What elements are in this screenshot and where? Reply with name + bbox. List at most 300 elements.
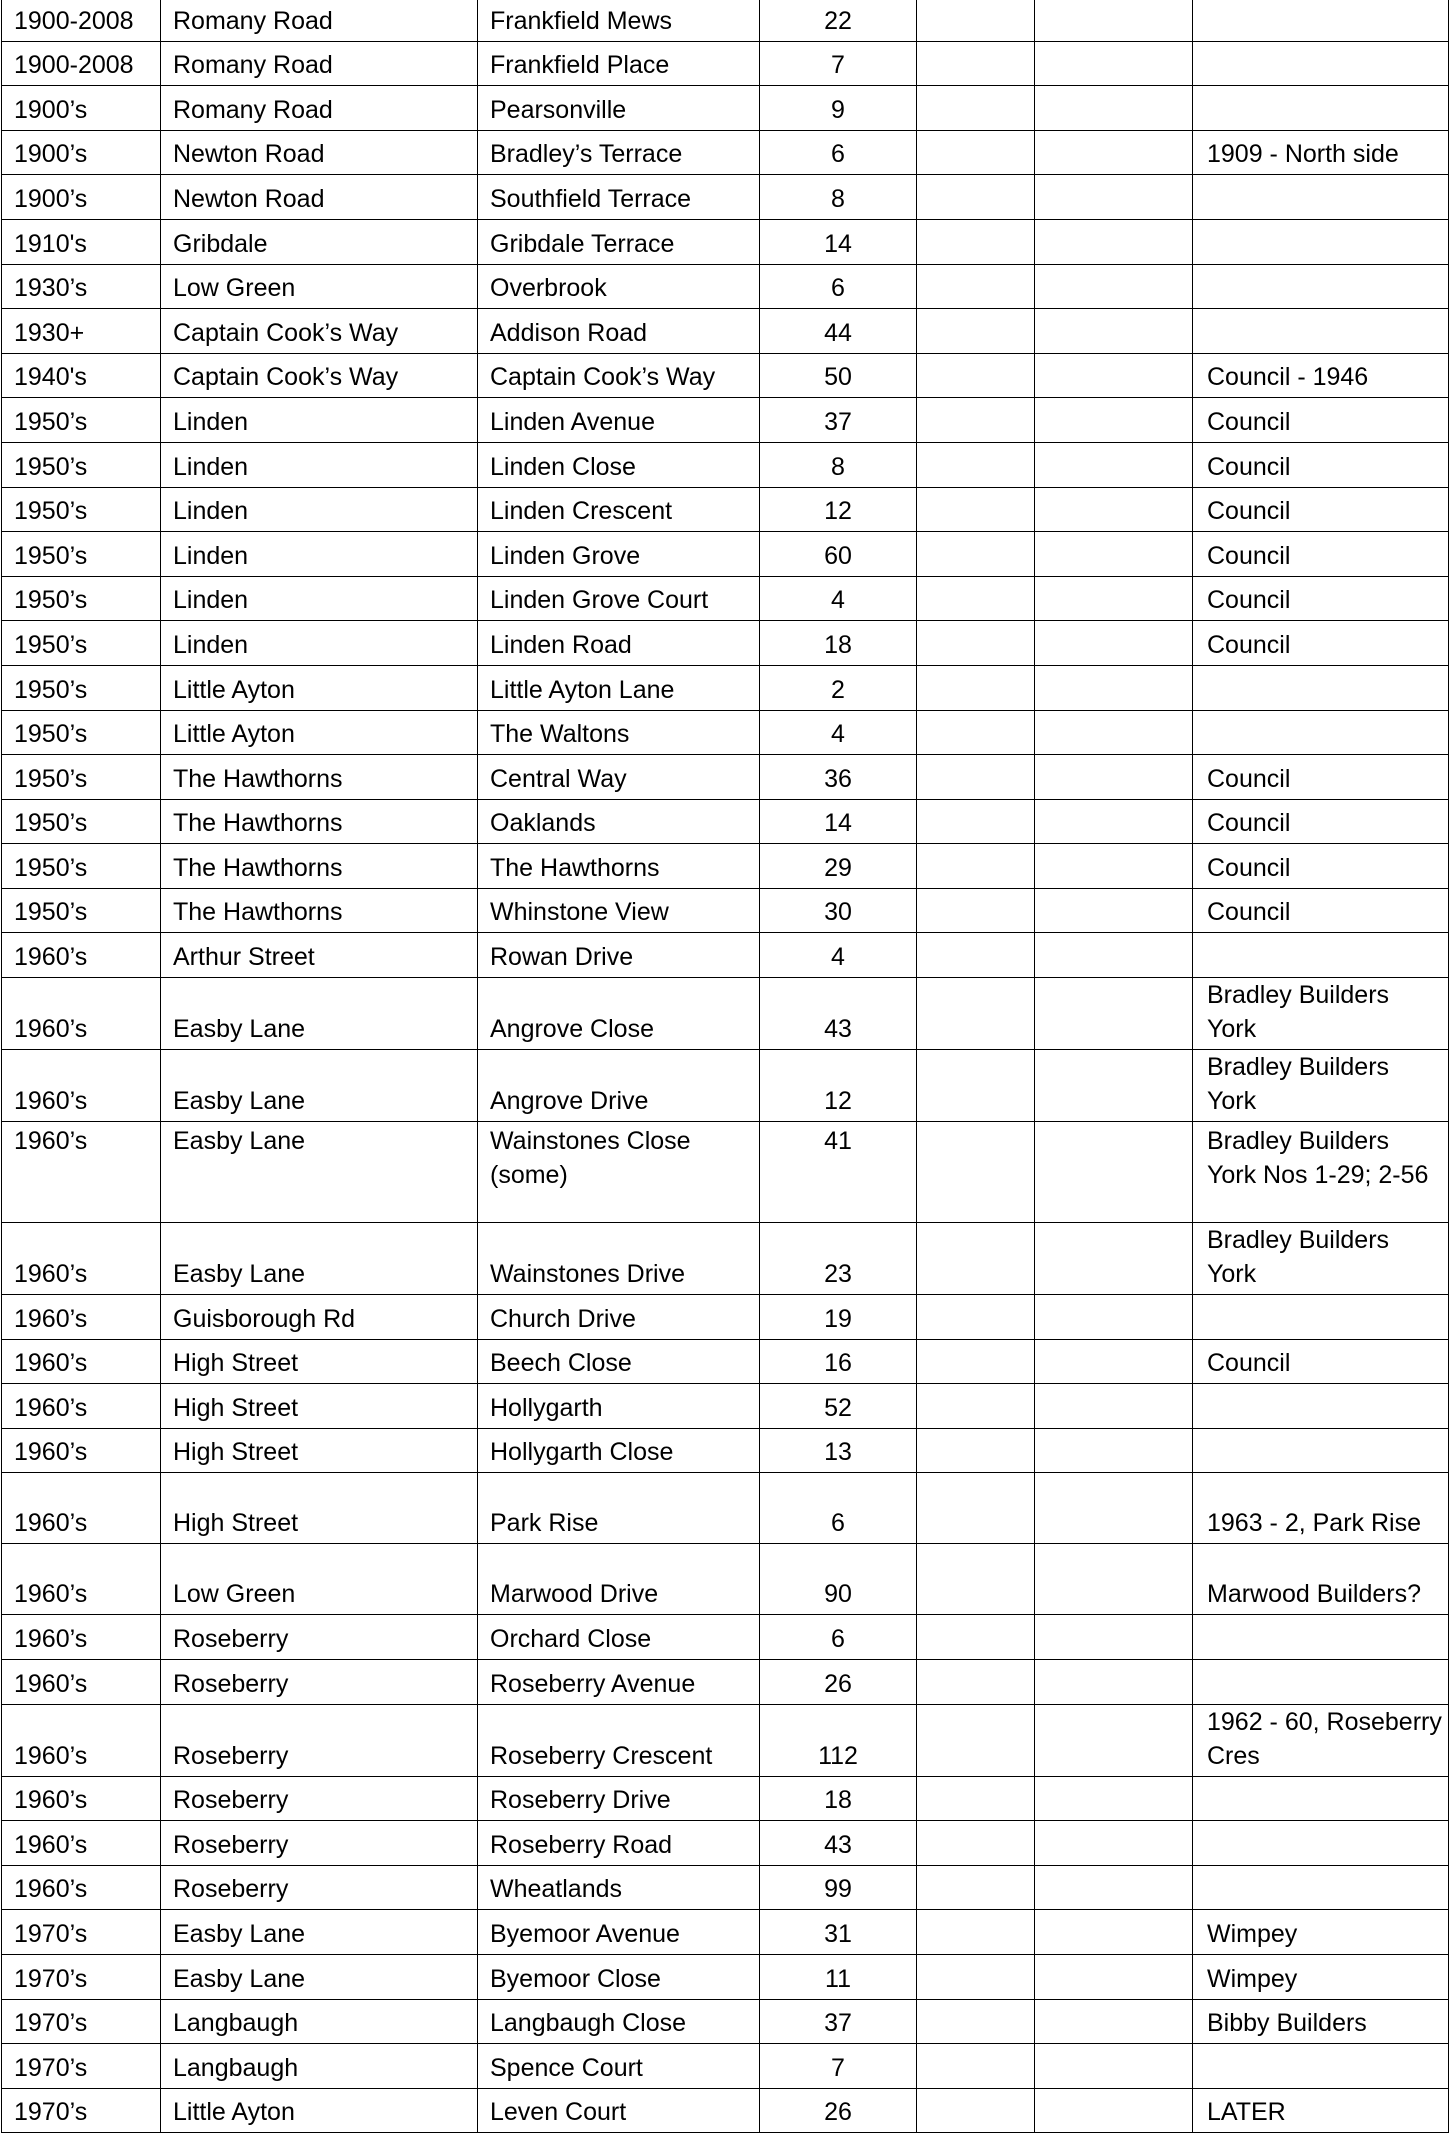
street-cell: The Waltons	[478, 710, 760, 755]
note-cell: 1963 - 2, Park Rise	[1193, 1473, 1449, 1544]
count-cell: 26	[760, 2088, 917, 2133]
empty-cell	[1035, 1910, 1193, 1955]
count-cell: 23	[760, 1223, 917, 1295]
empty-cell	[917, 799, 1035, 844]
table-row	[2, 978, 1449, 1050]
empty-cell	[917, 86, 1035, 131]
street-cell: Frankfield Mews	[478, 0, 760, 41]
period-cell: 1950’s	[2, 487, 161, 532]
period-cell: 1960’s	[2, 1295, 161, 1340]
period-cell: 1950’s	[2, 755, 161, 800]
area-cell: Roseberry	[161, 1660, 478, 1705]
table-row	[2, 1295, 1449, 1340]
area-cell: Little Ayton	[161, 710, 478, 755]
table-row	[2, 442, 1449, 487]
empty-cell	[1035, 1122, 1193, 1223]
period-cell: 1950’s	[2, 621, 161, 666]
street-cell: Church Drive	[478, 1295, 760, 1340]
empty-cell	[917, 621, 1035, 666]
empty-cell	[1035, 710, 1193, 755]
period-cell: 1970’s	[2, 1955, 161, 2000]
table-row	[2, 1704, 1449, 1776]
period-cell: 1960’s	[2, 1615, 161, 1660]
period-cell: 1960’s	[2, 1660, 161, 1705]
empty-cell	[1035, 2088, 1193, 2133]
area-cell: Newton Road	[161, 175, 478, 220]
empty-cell	[1035, 576, 1193, 621]
empty-cell	[917, 978, 1035, 1050]
empty-cell	[1035, 41, 1193, 86]
area-cell: High Street	[161, 1339, 478, 1384]
count-cell: 43	[760, 1821, 917, 1866]
empty-cell	[917, 1473, 1035, 1544]
table-row	[2, 1339, 1449, 1384]
area-cell: Roseberry	[161, 1615, 478, 1660]
table-row	[2, 2044, 1449, 2089]
table-row	[2, 1955, 1449, 2000]
empty-cell	[917, 532, 1035, 577]
empty-cell	[917, 1704, 1035, 1776]
street-cell: Gribdale Terrace	[478, 219, 760, 264]
table-body	[2, 0, 1449, 2133]
area-cell: Romany Road	[161, 0, 478, 41]
empty-cell	[917, 710, 1035, 755]
note-cell	[1193, 1821, 1449, 1866]
empty-cell	[917, 2044, 1035, 2089]
note-cell	[1193, 219, 1449, 264]
count-cell: 4	[760, 576, 917, 621]
street-cell: Park Rise	[478, 1473, 760, 1544]
empty-cell	[1035, 1295, 1193, 1340]
street-cell: Linden Avenue	[478, 398, 760, 443]
empty-cell	[917, 1955, 1035, 2000]
table-row	[2, 219, 1449, 264]
empty-cell	[917, 755, 1035, 800]
area-cell: Linden	[161, 442, 478, 487]
table-row	[2, 1821, 1449, 1866]
table-row	[2, 665, 1449, 710]
period-cell: 1950’s	[2, 799, 161, 844]
empty-cell	[917, 442, 1035, 487]
period-cell: 1900’s	[2, 130, 161, 175]
area-cell: Easby Lane	[161, 1223, 478, 1295]
table-row	[2, 86, 1449, 131]
table-row	[2, 0, 1449, 41]
empty-cell	[1035, 933, 1193, 978]
count-cell: 29	[760, 844, 917, 889]
period-cell: 1970’s	[2, 2088, 161, 2133]
count-cell: 31	[760, 1910, 917, 1955]
count-cell: 9	[760, 86, 917, 131]
empty-cell	[917, 1050, 1035, 1122]
street-cell: Beech Close	[478, 1339, 760, 1384]
period-cell: 1950’s	[2, 576, 161, 621]
period-cell: 1950’s	[2, 398, 161, 443]
table-row	[2, 309, 1449, 354]
empty-cell	[1035, 0, 1193, 41]
count-cell: 26	[760, 1660, 917, 1705]
empty-cell	[917, 264, 1035, 309]
empty-cell	[1035, 442, 1193, 487]
empty-cell	[1035, 1544, 1193, 1615]
empty-cell	[1035, 1615, 1193, 1660]
empty-cell	[1035, 532, 1193, 577]
empty-cell	[1035, 755, 1193, 800]
count-cell: 18	[760, 1776, 917, 1821]
period-cell: 1950’s	[2, 844, 161, 889]
period-cell: 1960’s	[2, 1704, 161, 1776]
area-cell: Little Ayton	[161, 2088, 478, 2133]
area-cell: Linden	[161, 576, 478, 621]
table-row	[2, 576, 1449, 621]
count-cell: 14	[760, 219, 917, 264]
count-cell: 4	[760, 710, 917, 755]
street-cell: Linden Grove	[478, 532, 760, 577]
period-cell: 1960’s	[2, 1473, 161, 1544]
note-cell: Bibby Builders	[1193, 1999, 1449, 2044]
note-cell	[1193, 665, 1449, 710]
period-cell: 1960’s	[2, 1821, 161, 1866]
count-cell: 13	[760, 1428, 917, 1473]
count-cell: 16	[760, 1339, 917, 1384]
count-cell: 30	[760, 888, 917, 933]
table-row	[2, 41, 1449, 86]
note-cell	[1193, 264, 1449, 309]
empty-cell	[917, 576, 1035, 621]
street-cell: Rowan Drive	[478, 933, 760, 978]
note-cell: Council	[1193, 888, 1449, 933]
empty-cell	[1035, 844, 1193, 889]
street-cell: Linden Road	[478, 621, 760, 666]
table-row	[2, 1428, 1449, 1473]
table-row	[2, 1473, 1449, 1544]
note-cell	[1193, 1865, 1449, 1910]
period-cell: 1960’s	[2, 1776, 161, 1821]
table-row	[2, 487, 1449, 532]
empty-cell	[1035, 1428, 1193, 1473]
empty-cell	[1035, 1821, 1193, 1866]
count-cell: 52	[760, 1384, 917, 1429]
area-cell: Newton Road	[161, 130, 478, 175]
table-row	[2, 1544, 1449, 1615]
period-cell: 1960’s	[2, 1050, 161, 1122]
area-cell: Romany Road	[161, 86, 478, 131]
street-cell: Byemoor Avenue	[478, 1910, 760, 1955]
table-row	[2, 1122, 1449, 1223]
count-cell: 6	[760, 264, 917, 309]
note-cell: LATER	[1193, 2088, 1449, 2133]
empty-cell	[1035, 487, 1193, 532]
area-cell: Arthur Street	[161, 933, 478, 978]
street-cell: Pearsonville	[478, 86, 760, 131]
count-cell: 7	[760, 41, 917, 86]
empty-cell	[1035, 1223, 1193, 1295]
note-cell: Council	[1193, 576, 1449, 621]
empty-cell	[1035, 1050, 1193, 1122]
count-cell: 99	[760, 1865, 917, 1910]
empty-cell	[1035, 1999, 1193, 2044]
empty-cell	[1035, 1339, 1193, 1384]
empty-cell	[1035, 219, 1193, 264]
area-cell: The Hawthorns	[161, 755, 478, 800]
note-cell: Council	[1193, 398, 1449, 443]
period-cell: 1950’s	[2, 888, 161, 933]
note-cell: 1962 - 60, Roseberry Cres	[1193, 1704, 1449, 1776]
period-cell: 1960’s	[2, 1122, 161, 1223]
table-row	[2, 264, 1449, 309]
empty-cell	[917, 1384, 1035, 1429]
empty-cell	[1035, 1776, 1193, 1821]
street-cell: Linden Crescent	[478, 487, 760, 532]
street-cell: Langbaugh Close	[478, 1999, 760, 2044]
area-cell: Low Green	[161, 1544, 478, 1615]
area-cell: High Street	[161, 1473, 478, 1544]
period-cell: 1950’s	[2, 710, 161, 755]
empty-cell	[917, 1615, 1035, 1660]
empty-cell	[1035, 1473, 1193, 1544]
period-cell: 1900-2008	[2, 41, 161, 86]
empty-cell	[917, 309, 1035, 354]
note-cell: Council	[1193, 442, 1449, 487]
count-cell: 12	[760, 1050, 917, 1122]
table-row	[2, 130, 1449, 175]
street-cell: Wheatlands	[478, 1865, 760, 1910]
street-cell: Oaklands	[478, 799, 760, 844]
empty-cell	[1035, 665, 1193, 710]
period-cell: 1970’s	[2, 1999, 161, 2044]
note-cell	[1193, 1776, 1449, 1821]
count-cell: 41	[760, 1122, 917, 1223]
period-cell: 1960’s	[2, 1339, 161, 1384]
table-row	[2, 755, 1449, 800]
note-cell	[1193, 0, 1449, 41]
note-cell: Marwood Builders?	[1193, 1544, 1449, 1615]
count-cell: 8	[760, 442, 917, 487]
table-row	[2, 844, 1449, 889]
note-cell: Council	[1193, 487, 1449, 532]
table-row	[2, 1384, 1449, 1429]
note-cell: 1909 - North side	[1193, 130, 1449, 175]
area-cell: The Hawthorns	[161, 888, 478, 933]
table-row	[2, 398, 1449, 443]
area-cell: Linden	[161, 398, 478, 443]
period-cell: 1960’s	[2, 1865, 161, 1910]
area-cell: Little Ayton	[161, 665, 478, 710]
street-cell: Southfield Terrace	[478, 175, 760, 220]
empty-cell	[917, 1776, 1035, 1821]
table-row	[2, 1615, 1449, 1660]
table-row	[2, 799, 1449, 844]
table-row	[2, 1999, 1449, 2044]
street-cell: Captain Cook’s Way	[478, 353, 760, 398]
count-cell: 18	[760, 621, 917, 666]
empty-cell	[1035, 175, 1193, 220]
street-cell: Linden Close	[478, 442, 760, 487]
area-cell: Easby Lane	[161, 978, 478, 1050]
empty-cell	[917, 219, 1035, 264]
street-cell: Angrove Close	[478, 978, 760, 1050]
area-cell: The Hawthorns	[161, 844, 478, 889]
table-row	[2, 1223, 1449, 1295]
empty-cell	[917, 487, 1035, 532]
period-cell: 1950’s	[2, 532, 161, 577]
street-cell: The Hawthorns	[478, 844, 760, 889]
street-cell: Hollygarth Close	[478, 1428, 760, 1473]
count-cell: 60	[760, 532, 917, 577]
area-cell: High Street	[161, 1384, 478, 1429]
table-row	[2, 888, 1449, 933]
count-cell: 36	[760, 755, 917, 800]
count-cell: 7	[760, 2044, 917, 2089]
street-cell: Spence Court	[478, 2044, 760, 2089]
count-cell: 37	[760, 398, 917, 443]
count-cell: 22	[760, 0, 917, 41]
empty-cell	[1035, 888, 1193, 933]
period-cell: 1930+	[2, 309, 161, 354]
empty-cell	[917, 1339, 1035, 1384]
table-row	[2, 2088, 1449, 2133]
period-cell: 1960’s	[2, 1384, 161, 1429]
street-cell: Orchard Close	[478, 1615, 760, 1660]
area-cell: Romany Road	[161, 41, 478, 86]
empty-cell	[1035, 2044, 1193, 2089]
street-cell: Whinstone View	[478, 888, 760, 933]
count-cell: 50	[760, 353, 917, 398]
area-cell: Linden	[161, 487, 478, 532]
note-cell: Council	[1193, 799, 1449, 844]
count-cell: 44	[760, 309, 917, 354]
table-row	[2, 1865, 1449, 1910]
period-cell: 1900’s	[2, 86, 161, 131]
note-cell	[1193, 933, 1449, 978]
period-cell: 1970’s	[2, 2044, 161, 2089]
note-cell: Council - 1946	[1193, 353, 1449, 398]
empty-cell	[917, 0, 1035, 41]
street-cell: Roseberry Drive	[478, 1776, 760, 1821]
street-cell: Addison Road	[478, 309, 760, 354]
empty-cell	[1035, 130, 1193, 175]
area-cell: Roseberry	[161, 1776, 478, 1821]
empty-cell	[1035, 621, 1193, 666]
table-row	[2, 1910, 1449, 1955]
empty-cell	[1035, 309, 1193, 354]
note-cell	[1193, 1615, 1449, 1660]
area-cell: Guisborough Rd	[161, 1295, 478, 1340]
note-cell: Council	[1193, 621, 1449, 666]
area-cell: Roseberry	[161, 1704, 478, 1776]
street-cell: Angrove Drive	[478, 1050, 760, 1122]
area-cell: Linden	[161, 621, 478, 666]
period-cell: 1970’s	[2, 1910, 161, 1955]
empty-cell	[1035, 1704, 1193, 1776]
area-cell: Captain Cook’s Way	[161, 353, 478, 398]
count-cell: 12	[760, 487, 917, 532]
note-cell: Council	[1193, 755, 1449, 800]
table-row	[2, 532, 1449, 577]
empty-cell	[917, 933, 1035, 978]
street-cell: Byemoor Close	[478, 1955, 760, 2000]
note-cell	[1193, 175, 1449, 220]
empty-cell	[1035, 799, 1193, 844]
area-cell: Easby Lane	[161, 1122, 478, 1223]
count-cell: 6	[760, 1473, 917, 1544]
period-cell: 1950’s	[2, 442, 161, 487]
period-cell: 1960’s	[2, 1428, 161, 1473]
area-cell: Easby Lane	[161, 1955, 478, 2000]
note-cell	[1193, 41, 1449, 86]
empty-cell	[917, 398, 1035, 443]
area-cell: Gribdale	[161, 219, 478, 264]
street-cell: Linden Grove Court	[478, 576, 760, 621]
empty-cell	[917, 1295, 1035, 1340]
area-cell: High Street	[161, 1428, 478, 1473]
street-cell: Leven Court	[478, 2088, 760, 2133]
street-cell: Roseberry Road	[478, 1821, 760, 1866]
note-cell	[1193, 1295, 1449, 1340]
street-cell: Little Ayton Lane	[478, 665, 760, 710]
period-cell: 1900-2008	[2, 0, 161, 41]
street-cell: Hollygarth	[478, 1384, 760, 1429]
period-cell: 1960’s	[2, 933, 161, 978]
period-cell: 1910's	[2, 219, 161, 264]
note-cell	[1193, 2044, 1449, 2089]
count-cell: 90	[760, 1544, 917, 1615]
empty-cell	[917, 175, 1035, 220]
note-cell	[1193, 1428, 1449, 1473]
area-cell: Roseberry	[161, 1821, 478, 1866]
empty-cell	[917, 353, 1035, 398]
empty-cell	[1035, 1865, 1193, 1910]
count-cell: 37	[760, 1999, 917, 2044]
count-cell: 112	[760, 1704, 917, 1776]
period-cell: 1960’s	[2, 1544, 161, 1615]
table-row	[2, 710, 1449, 755]
empty-cell	[1035, 353, 1193, 398]
empty-cell	[917, 1910, 1035, 1955]
empty-cell	[917, 1821, 1035, 1866]
street-cell: Marwood Drive	[478, 1544, 760, 1615]
table-row	[2, 1050, 1449, 1122]
note-cell: Council	[1193, 844, 1449, 889]
empty-cell	[1035, 398, 1193, 443]
empty-cell	[917, 1223, 1035, 1295]
table-row	[2, 621, 1449, 666]
count-cell: 14	[760, 799, 917, 844]
area-cell: Langbaugh	[161, 2044, 478, 2089]
note-cell: Bradley Builders York	[1193, 978, 1449, 1050]
count-cell: 11	[760, 1955, 917, 2000]
count-cell: 6	[760, 130, 917, 175]
empty-cell	[917, 888, 1035, 933]
empty-cell	[917, 41, 1035, 86]
empty-cell	[1035, 86, 1193, 131]
note-cell	[1193, 86, 1449, 131]
area-cell: Roseberry	[161, 1865, 478, 1910]
note-cell: Bradley Builders York Nos 1-29; 2-56	[1193, 1122, 1449, 1223]
empty-cell	[917, 1865, 1035, 1910]
area-cell: Easby Lane	[161, 1910, 478, 1955]
empty-cell	[1035, 978, 1193, 1050]
area-cell: Easby Lane	[161, 1050, 478, 1122]
empty-cell	[917, 844, 1035, 889]
note-cell	[1193, 309, 1449, 354]
empty-cell	[917, 2088, 1035, 2133]
empty-cell	[1035, 264, 1193, 309]
period-cell: 1940's	[2, 353, 161, 398]
street-cell: Central Way	[478, 755, 760, 800]
street-cell: Roseberry Crescent	[478, 1704, 760, 1776]
empty-cell	[917, 1428, 1035, 1473]
